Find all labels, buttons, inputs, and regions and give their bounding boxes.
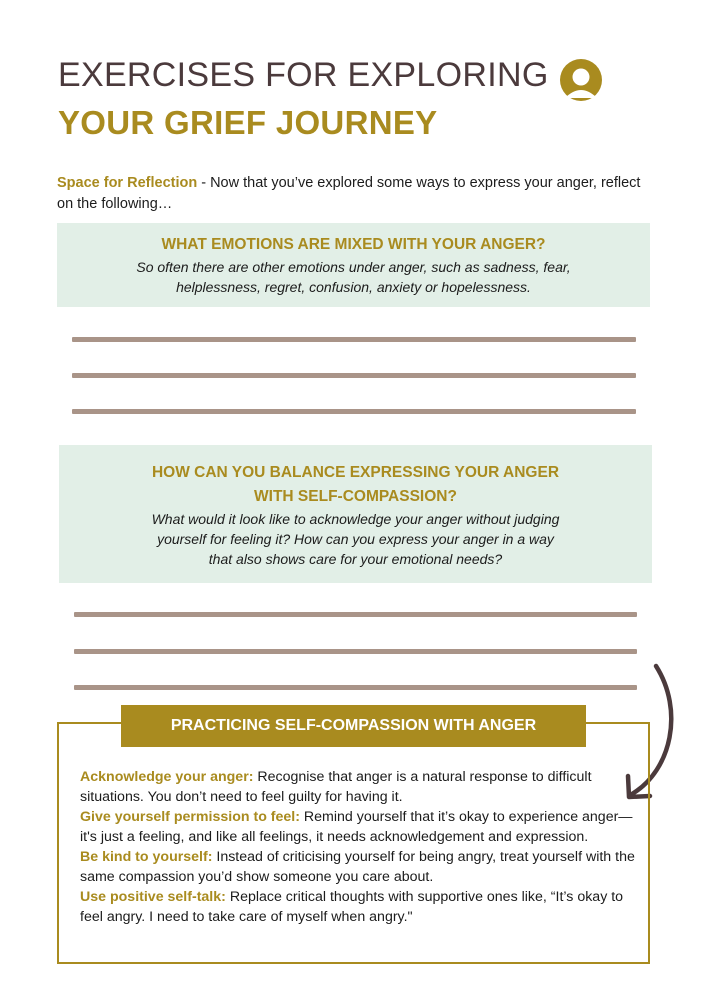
question-title: HOW CAN YOU BALANCE EXPRESSING YOUR ANGER WITH SELF-COMPASSION?	[151, 464, 560, 505]
question-description: So often there are other emotions under anger, such as sadness, fear, helplessness, regret, confusion, anxiety or hopelessness.	[136, 259, 571, 295]
circle-person-logo-icon	[559, 58, 603, 102]
practice-item-label: Be kind to yourself:	[80, 849, 213, 865]
writing-line[interactable]	[74, 649, 637, 654]
intro-text	[57, 173, 657, 215]
question-box-self-compassion	[59, 445, 652, 583]
practice-item	[80, 847, 635, 887]
question-description: What would it look like to acknowledge your anger without judging yourself for feeling it? How can you express your anger in a way that also shows care for your emotional needs?	[151, 511, 560, 567]
practice-item-text: Remind yourself that it’s okay to experience anger—it's just a feeling, and like all feelings, it needs acknowledgement and expression.	[80, 809, 633, 845]
intro-label: Space for Reflection	[57, 175, 198, 191]
writing-line[interactable]	[72, 337, 636, 342]
page-title-line2: YOUR GRIEF JOURNEY	[58, 104, 438, 141]
question-title: WHAT EMOTIONS ARE MIXED WITH YOUR ANGER?	[161, 236, 546, 253]
practice-item	[80, 887, 635, 927]
practice-item	[80, 767, 635, 807]
intro-body: - Now that you’ve explored some ways to express your anger, reflect on the following…	[57, 175, 641, 212]
writing-line[interactable]	[72, 409, 636, 414]
writing-line[interactable]	[72, 373, 636, 378]
writing-line[interactable]	[74, 685, 637, 690]
practice-item-label: Acknowledge your anger:	[80, 769, 254, 785]
practice-item-label: Give yourself permission to feel:	[80, 809, 300, 825]
writing-line[interactable]	[74, 612, 637, 617]
page-title-line1: EXERCISES FOR EXPLORING	[58, 56, 549, 94]
practice-item-text: Replace critical thoughts with supportive ones like, “It’s okay to feel angry. I need to take care of myself when angry."	[80, 889, 624, 925]
practice-item-text: Recognise that anger is a natural response to difficult situations. You don’t need to feel guilty for having it.	[80, 769, 592, 805]
question-box-emotions	[57, 223, 650, 307]
practice-heading: PRACTICING SELF-COMPASSION WITH ANGER	[121, 705, 586, 747]
practice-item-text: Instead of criticising yourself for being angry, treat yourself with the same compassion you’d show someone you care about.	[80, 849, 635, 885]
practice-list	[80, 767, 635, 927]
practice-item-label: Use positive self-talk:	[80, 889, 226, 905]
practice-item	[80, 807, 635, 847]
